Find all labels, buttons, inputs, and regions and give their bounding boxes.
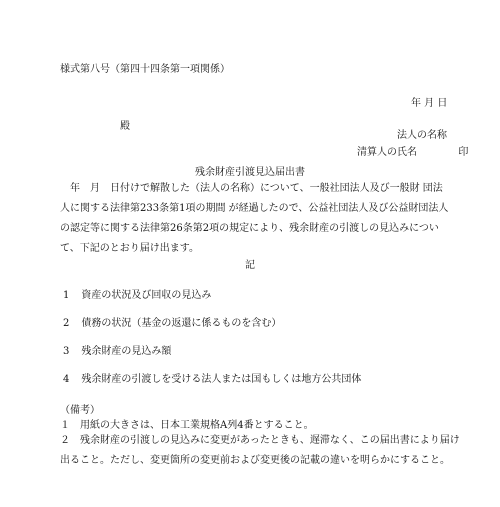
item-text: 残余財産の見込み額 — [81, 346, 172, 357]
item-text: 残余財産の引渡しを受ける法人または国もしくは地方公共団体 — [81, 374, 362, 385]
date-line: 年 月 日 — [411, 98, 448, 109]
item-number: 4 — [63, 374, 70, 385]
document-title: 残余財産引渡見込届出書 — [195, 167, 305, 178]
item-text: 債務の状況（基金の返還に係るものを含む） — [81, 318, 282, 329]
note-line: ２ 残余財産の引渡しの見込みに変更があったときも、遅滞なく、この届出書により届け出ること。ただし、変更箇所の変更前および変更後の記載の違いを明らかにすること。 — [60, 435, 460, 466]
list-item — [63, 290, 211, 303]
corp-name-label: 法人の名称 — [397, 130, 447, 141]
list-item — [63, 374, 361, 387]
notes-section — [60, 401, 460, 471]
item-number: 3 — [63, 346, 70, 357]
body-paragraph: 年 月 日付けで解散した（法人の名称）について、一般社団法人及び一般財 団法人に関する法律第233条第1項の期間 が経過したので、公益社団法人及び公益財団法人の認定等に関する法律第26条第2項の規定により、残余財産の引渡しの見込みについて、下記のとおり届け出ます。 — [60, 183, 449, 254]
item-number: 2 — [63, 318, 70, 329]
seal-mark: 印 — [458, 147, 469, 158]
form-number: 様式第八号（第四十四条第一項関係） — [60, 64, 230, 75]
list-item — [63, 346, 171, 359]
item-number: 1 — [63, 290, 70, 301]
note-line: １ 用紙の大きさは、日本工業規格A列4番とすること。 — [60, 420, 314, 431]
item-text: 資産の状況及び回収の見込み — [81, 290, 212, 301]
addressee-suffix: 殿 — [120, 121, 130, 132]
liquidator-label: 清算人の氏名 — [357, 147, 417, 158]
list-item — [63, 318, 281, 331]
notes-heading: （備考） — [60, 405, 100, 416]
ki-heading: 記 — [245, 260, 255, 271]
liquidator-line — [357, 147, 468, 160]
